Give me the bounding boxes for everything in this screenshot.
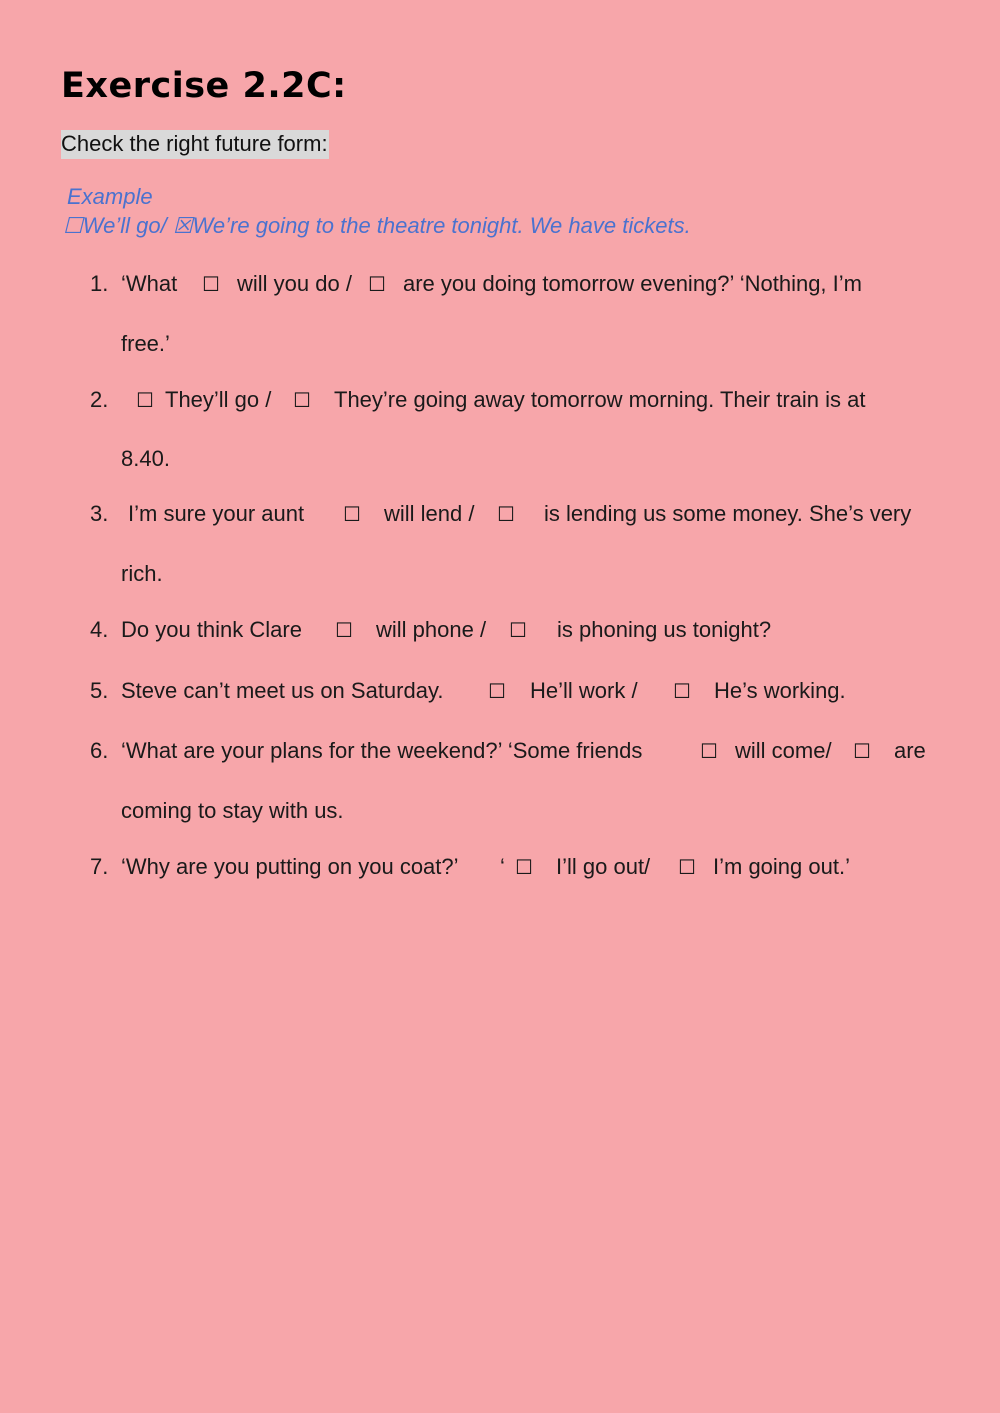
item-3-option-1: will lend /: [384, 501, 475, 526]
item-4-text-1: Do you think Clare: [121, 617, 302, 642]
item-number: 3.: [90, 501, 109, 526]
item-6-checkbox-2[interactable]: ☐: [853, 739, 871, 763]
item-5-checkbox-2[interactable]: ☐: [673, 679, 691, 703]
item-7-option-1: I’ll go out/: [556, 854, 651, 879]
item-7-option-2: I’m going out.’: [713, 854, 850, 879]
item-1-option-1: will you do /: [237, 271, 352, 296]
item-5-checkbox-1[interactable]: ☐: [488, 679, 506, 703]
item-6-text-1: ‘What are your plans for the weekend?’ ‘Some friends: [121, 738, 643, 763]
item-number: 2.: [90, 387, 109, 412]
instruction-text: Check the right future form:: [61, 130, 329, 159]
item-6-continuation: coming to stay with us.: [121, 798, 344, 823]
item-4-option-1: will phone /: [376, 617, 487, 642]
item-number: 1.: [90, 271, 109, 296]
item-7-checkbox-2[interactable]: ☐: [678, 855, 696, 879]
item-4-checkbox-2[interactable]: ☐: [509, 618, 527, 642]
item-7-checkbox-1[interactable]: ☐: [515, 855, 533, 879]
item-6-option-2: are: [894, 738, 926, 763]
item-number: 4.: [90, 617, 109, 642]
item-number: 5.: [90, 678, 109, 703]
example-checked-box: ☒: [172, 213, 193, 238]
item-7-text-1: ‘Why are you putting on you coat?’: [121, 854, 459, 879]
item-3-continuation: rich.: [121, 561, 163, 586]
item-number: 7.: [90, 854, 109, 879]
item-4-checkbox-1[interactable]: ☐: [335, 618, 353, 642]
item-2-checkbox-2[interactable]: ☐: [293, 388, 311, 412]
item-7-quote: ‘: [500, 854, 505, 879]
item-2-option-1: They’ll go /: [165, 387, 272, 412]
item-number: 6.: [90, 738, 109, 763]
item-2-checkbox-1[interactable]: ☐: [136, 388, 154, 412]
item-2-continuation: 8.40.: [121, 446, 170, 471]
item-1-continuation: free.’: [121, 331, 170, 356]
item-6-option-1: will come/: [735, 738, 832, 763]
item-3-checkbox-1[interactable]: ☐: [343, 502, 361, 526]
item-3-checkbox-2[interactable]: ☐: [497, 502, 515, 526]
item-3-text-1: I’m sure your aunt: [128, 501, 305, 526]
item-6-checkbox-1[interactable]: ☐: [700, 739, 718, 763]
exercise-title: Exercise 2.2C:: [61, 66, 347, 106]
item-3-option-2: is lending us some money. She’s very: [544, 501, 912, 526]
example-sentence: [63, 213, 691, 239]
example-label: Example: [67, 184, 153, 209]
item-4-option-2: is phoning us tonight?: [557, 617, 772, 642]
item-5-text-1: Steve can’t meet us on Saturday.: [121, 678, 444, 703]
item-1-checkbox-2[interactable]: ☐: [368, 272, 386, 296]
example-option-2: We’re going to the theatre tonight. We have tickets.: [192, 213, 691, 238]
item-1-text-1: ‘What: [121, 271, 178, 296]
example-option-1: We’ll go/: [82, 213, 173, 238]
item-2-option-2: They’re going away tomorrow morning. Their train is at: [334, 387, 866, 412]
item-5-option-1: He’ll work /: [530, 678, 638, 703]
example-unchecked-box: ☐: [63, 213, 83, 238]
item-5-option-2: He’s working.: [714, 678, 846, 703]
item-1-checkbox-1[interactable]: ☐: [202, 272, 220, 296]
item-1-option-2: are you doing tomorrow evening?’ ‘Nothing, I’m: [403, 271, 862, 296]
